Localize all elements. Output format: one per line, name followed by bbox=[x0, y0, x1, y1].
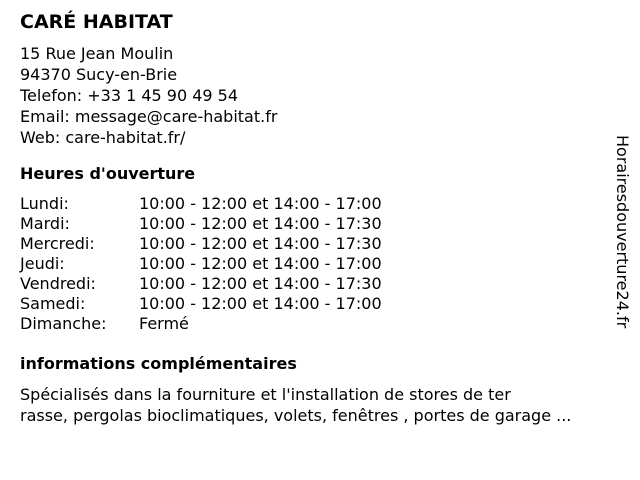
day-label: Mercredi: bbox=[20, 234, 95, 253]
hours-row-wednesday bbox=[20, 234, 382, 254]
time-value: Fermé bbox=[139, 314, 189, 333]
additional-info-heading: informations complémentaires bbox=[20, 354, 297, 373]
hours-row-saturday bbox=[20, 294, 382, 314]
opening-hours-heading: Heures d'ouverture bbox=[20, 164, 196, 183]
time-value: 10:00 - 12:00 et 14:00 - 17:00 bbox=[139, 294, 382, 313]
day-label: Mardi: bbox=[20, 214, 70, 233]
time-value: 10:00 - 12:00 et 14:00 - 17:00 bbox=[139, 254, 382, 273]
web-line: Web: care-habitat.fr/ bbox=[20, 128, 186, 147]
day-label: Jeudi: bbox=[20, 254, 65, 273]
hours-row-tuesday bbox=[20, 214, 382, 234]
time-value: 10:00 - 12:00 et 14:00 - 17:30 bbox=[139, 274, 382, 293]
opening-hours-table bbox=[20, 194, 382, 334]
day-label: Dimanche: bbox=[20, 314, 107, 333]
description-line-2: rasse, pergolas bioclimatiques, volets, fenêtres , portes de garage ... bbox=[20, 406, 572, 425]
business-name: CARÉ HABITAT bbox=[20, 11, 173, 33]
time-value: 10:00 - 12:00 et 14:00 - 17:00 bbox=[139, 194, 382, 213]
hours-row-sunday bbox=[20, 314, 382, 334]
phone-line: Telefon: +33 1 45 90 49 54 bbox=[20, 86, 239, 105]
hours-row-thursday bbox=[20, 254, 382, 274]
hours-row-friday bbox=[20, 274, 382, 294]
day-label: Samedi: bbox=[20, 294, 86, 313]
additional-info-text bbox=[20, 384, 630, 426]
contact-block bbox=[20, 43, 277, 148]
description-line-1: Spécialisés dans la fourniture et l'installation de stores de ter bbox=[20, 385, 511, 404]
time-value: 10:00 - 12:00 et 14:00 - 17:30 bbox=[139, 214, 382, 233]
day-label: Lundi: bbox=[20, 194, 69, 213]
day-label: Vendredi: bbox=[20, 274, 96, 293]
hours-row-monday bbox=[20, 194, 382, 214]
time-value: 10:00 - 12:00 et 14:00 - 17:30 bbox=[139, 234, 382, 253]
address-street: 15 Rue Jean Moulin bbox=[20, 44, 174, 63]
email-line: Email: message@care-habitat.fr bbox=[20, 107, 278, 126]
site-watermark: Horairesdouverture24.fr bbox=[613, 135, 632, 329]
address-city: 94370 Sucy-en-Brie bbox=[20, 65, 178, 84]
